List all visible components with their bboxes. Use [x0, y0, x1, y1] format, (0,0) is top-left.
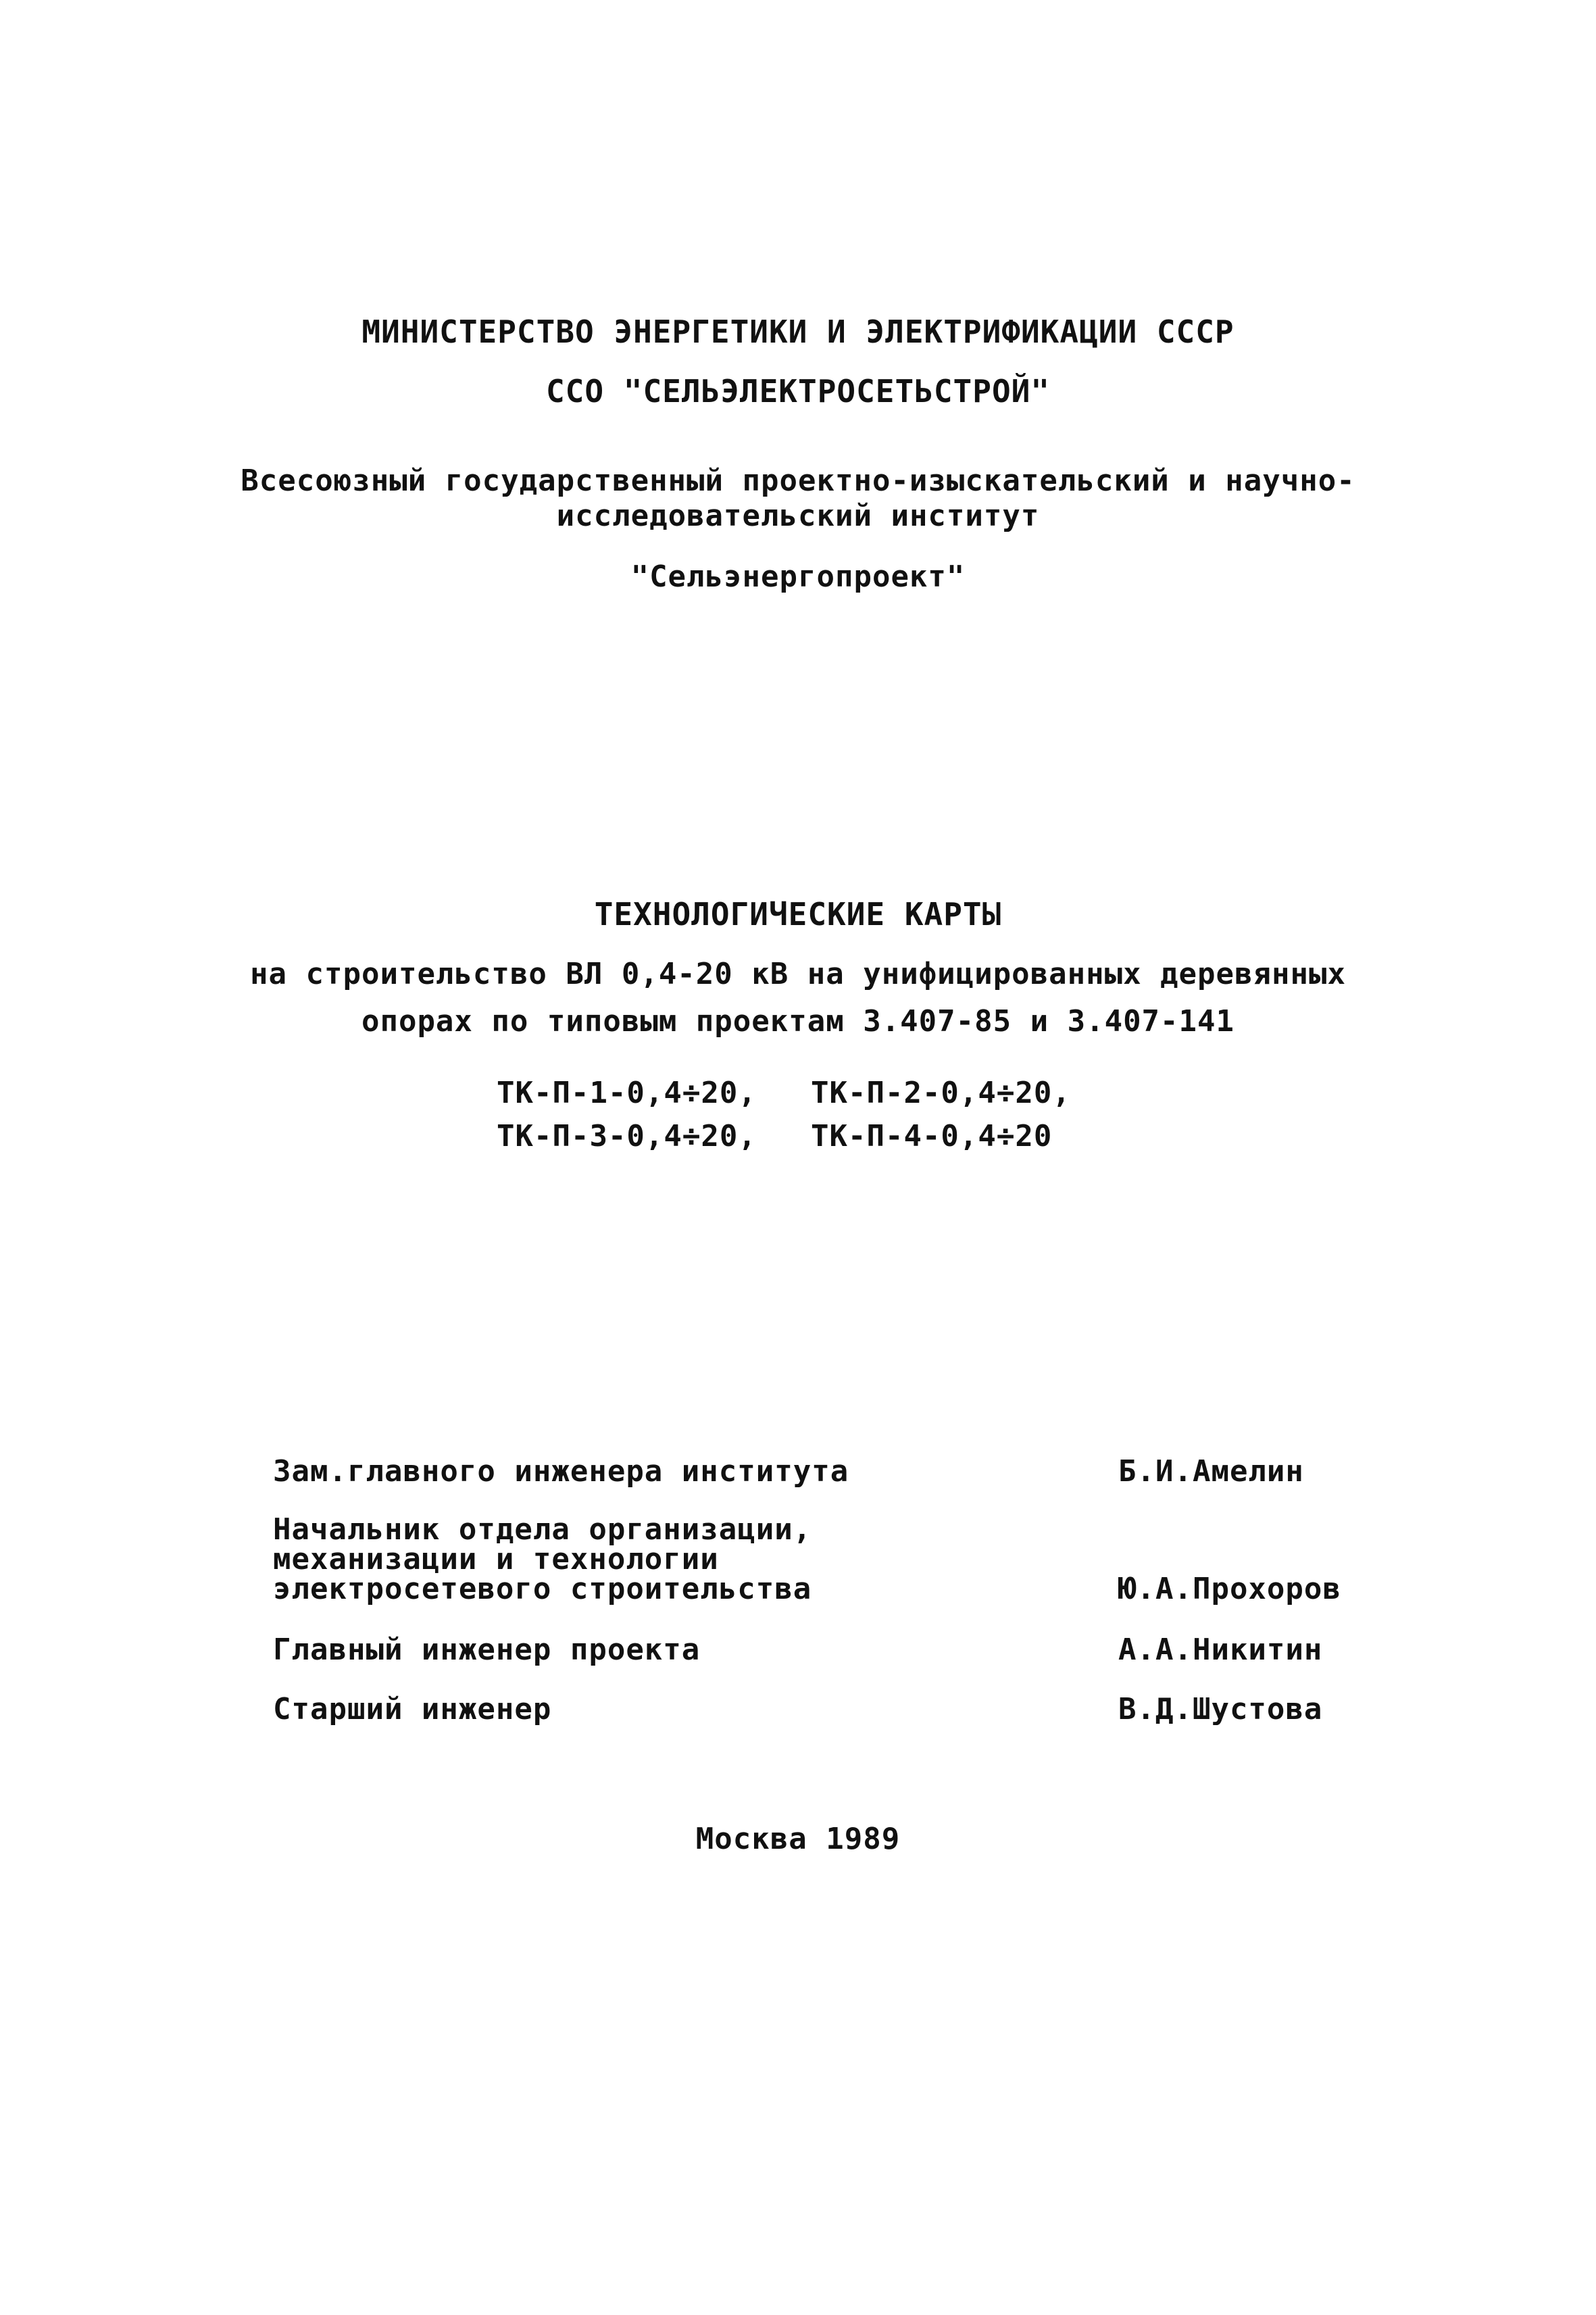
document-heading: ТЕХНОЛОГИЧЕСКИЕ КАРТЫ: [594, 896, 1002, 932]
code-tk-p-2: ТК-П-2-0,4÷20,: [811, 1076, 1071, 1110]
place-year: Москва 1989: [695, 1822, 901, 1856]
signature-position: Старший инженер: [273, 1692, 552, 1726]
ministry-title: МИНИСТЕРСТВО ЭНЕРГЕТИКИ И ЭЛЕКТРИФИКАЦИИ СССР: [361, 314, 1235, 350]
institute-name: "Сельэнергопроект": [630, 559, 966, 594]
signature-name: Б.И.Амелин: [1118, 1454, 1304, 1489]
subtitle-line-1: на строительство ВЛ 0,4-20 кВ на унифицированных деревянных: [250, 957, 1346, 991]
institute-line-1: Всесоюзный государственный проектно-изыскательский и научно-: [241, 464, 1355, 498]
institute-line-2: исследовательский институт: [556, 499, 1040, 533]
signature-name: А.А.Никитин: [1118, 1633, 1323, 1667]
signature-position: Главный инженер проекта: [273, 1633, 701, 1667]
signature-position: Зам.главного инженера института: [273, 1454, 849, 1489]
signature-name: В.Д.Шустова: [1118, 1692, 1323, 1726]
association-title: ССО "СЕЛЬЭЛЕКТРОСЕТЬСТРОЙ": [545, 373, 1051, 409]
code-tk-p-1: ТК-П-1-0,4÷20,: [497, 1076, 757, 1110]
signature-name: Ю.А.Прохоров: [1118, 1572, 1341, 1606]
code-tk-p-3: ТК-П-3-0,4÷20,: [497, 1119, 757, 1153]
signature-position: Начальник отдела организации, механизации и технологии электросетевого строительства: [273, 1512, 812, 1606]
code-tk-p-4: ТК-П-4-0,4÷20: [811, 1119, 1053, 1153]
subtitle-line-2: опорах по типовым проектам 3.407-85 и 3.407-141: [361, 1004, 1235, 1039]
